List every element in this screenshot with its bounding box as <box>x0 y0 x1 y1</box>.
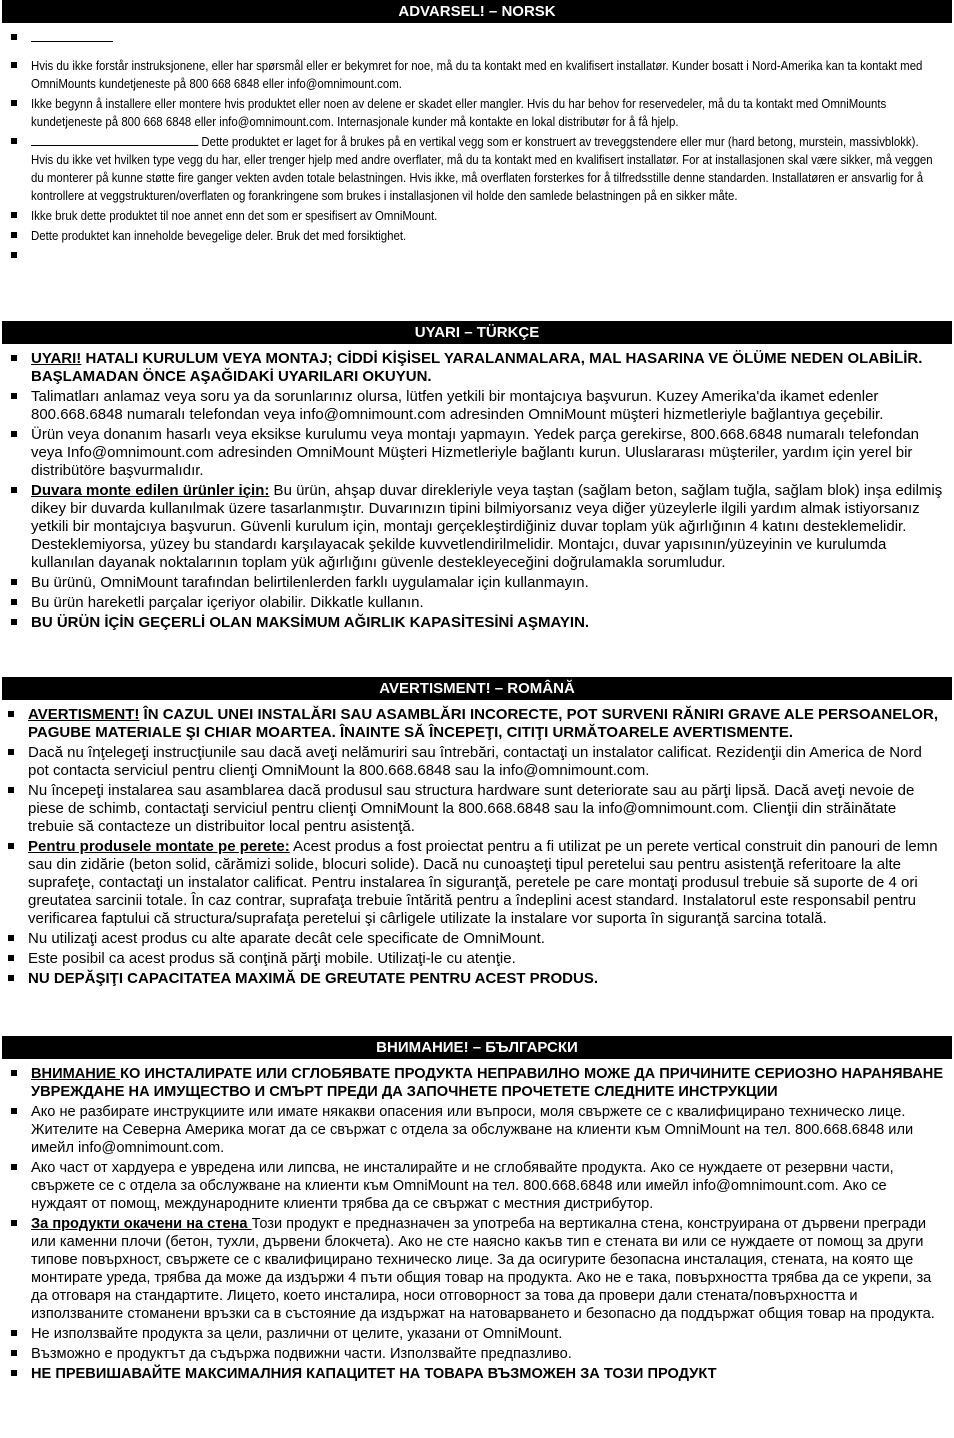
list-item <box>0 388 954 424</box>
list-item-text: ÎN CAZUL UNEI INSTALĂRI SAU ASAMBLĂRI INCORECTE, POT SURVENI RĂNIRI GRAVE ALE PERSOANELOR, PAGUBE MATERIALE ŞI CHIAR MOARTEA. ÎNAINTE SĂ ÎNCEPEŢI, CITIŢI URMĂTOARELE AVERTISMENTE. <box>28 706 939 741</box>
list-item-text: Dacă nu înţelegeţi instrucţiunile sau dacă aveţi nelămuriri sau întrebări, contactaţi un instalator calificat. Rezidenţii din America de Nord pot contacta serviciul pentru clienţi OmniMount la 800.668.6848 sau la info@omnimount.com. <box>28 744 922 779</box>
bullet-icon <box>11 212 17 218</box>
list-item <box>0 1065 954 1101</box>
list-item-text: Este posibil ca acest produs să conţină părţi mobile. Utilizaţi-le cu atenţie. <box>28 950 516 967</box>
section-romana <box>0 700 954 1036</box>
list-item-text: NU DEPĂŞIŢI CAPACITATEA MAXIMĂ DE GREUTATE PENTRU ACEST PRODUS. <box>28 970 599 987</box>
list-item <box>0 426 954 480</box>
list-item <box>0 1325 954 1343</box>
bullet-icon <box>8 955 14 961</box>
bullet-icon <box>8 935 14 941</box>
list-item-text: BU ÜRÜN İÇİN GEÇERLİ OLAN MAKSİMUM AĞIRLIK KAPASİTESİNİ AŞMAYIN. <box>31 614 590 631</box>
list-item <box>0 1103 954 1157</box>
list-item <box>0 247 954 265</box>
bullet-icon <box>8 787 14 793</box>
blank-line <box>31 133 198 146</box>
list-item <box>0 29 954 55</box>
wall-mount-label: За продукти окачени на стена <box>31 1216 252 1232</box>
list-item-text: Dette produktet kan inneholde bevegelige deler. Bruk det med forsiktighet. <box>31 228 407 243</box>
list-item <box>0 207 954 225</box>
bullet-icon <box>11 1108 17 1114</box>
list-item <box>0 482 954 572</box>
list-item-text: Acest produs a fost proiectat pentru a fi utilizat pe un perete vertical construit din panouri de lemn sau din zidărie (beton solid, cărămizi solide, blocuri solide). Dacă nu cunoaşteţi tipul peretelui sau pentru asistenţă referitoare la alte suprafeţe, contactaţi un instalator calificat. Pentru instalarea în siguranţă, peretele pe care montaţi produsul trebuie să suporte de 4 ori greutatea sarcinii totale. În caz contrar, suprafaţa trebuie întărită pentru a îndeplini acest standard. Instalatorul este responsabil pentru verificarea faptului că structura/suprafaţa peretelui şi cârligele utilizate la instalare vor suporta în siguranţă sarcina totală. <box>28 838 938 927</box>
wall-mount-label: Pentru produsele montate pe perete: <box>28 838 290 855</box>
list-item <box>0 574 954 592</box>
list-item-text: Bu ürün, ahşap duvar direkleriyle veya taştan (sağlam beton, sağlam tuğla, sağlam blok) inşa edilmiş dikey bir duvarda kullanılmak üzere tasarlanmıştır. Duvarınızın tipini bilmiyorsanız veya diğer yüzeylerle ilgili yardım almak istiyorsanız yetkili bir montajcıya başvurun. Güvenli kurulum için, montajı gerçekleştirdiğiniz duvar toplam yük ağırlığının 4 katını desteklemelidir. Desteklemiyorsa, yüzey bu standardı karşılayacak şekilde kuvvetlendirilmelidir. Montajcı, duvar yapısının/yüzeyinin ve kurulumda kullanılan dayanak noktalarının toplam yük ağırlığını güvenle destekleyeceğini doğrulamakla sorumludur. <box>31 482 943 571</box>
list-item-text: Възможно е продуктът да съдържа подвижни части. Използвайте предпазливо. <box>31 1346 572 1362</box>
bullet-icon <box>8 711 14 717</box>
bullet-icon <box>11 393 17 399</box>
bullet-icon <box>11 232 17 238</box>
bullet-icon <box>8 843 14 849</box>
section-header-turkce: UYARI – TÜRKÇE <box>2 321 952 344</box>
list-item-text: Ürün veya donanım hasarlı veya eksikse kurulumu veya montajı yapmayın. Yedek parça gerekirse, 800.668.6848 numaralı telefondan veya Info@omnimount.com adresinden OmniMount Müşteri Hizmetleriyle bağlantı kurun. Uluslararası müşteriler, yardım için yerel bir distribütöre başvurmalıdır. <box>31 426 920 479</box>
list-item <box>0 1345 954 1363</box>
romana-list <box>0 706 954 988</box>
list-item-text: Ikke bruk dette produktet til noe annet enn det som er spesifisert av OmniMount. <box>31 208 438 223</box>
list-item <box>0 227 954 245</box>
bullet-icon <box>11 1330 17 1336</box>
bullet-icon <box>11 1220 17 1226</box>
list-item-text: Hvis du ikke forstår instruksjonene, eller har spørsmål eller er bekymret for noe, må du ta kontakt med en kvalifisert installatør. Kunder bosatt i Nord-Amerika kan ta kontakt med OmniMounts kundetjeneste på 800 668 6848 eller info@omnimount.com. <box>31 58 923 91</box>
section-header-romana: AVERTISMENT! – ROMÂNĂ <box>2 677 952 700</box>
list-item-text: Ако част от хардуера е увредена или липсва, не инсталирайте и не сглобявайте продукта. Ако се нуждаете от резервни части, свържете се с отдела за обслужване на клиенти към OmniMount на тел. 800.668.6848 или имейл info@omnimount.com. Ако се нуждаят от помощ, международните клиенти трябва да се свържат с местния дистрибутор. <box>31 1160 894 1212</box>
section-header-bulgarski: ВНИМАНИЕ! – БЪЛГАРСКИ <box>2 1036 952 1059</box>
list-item <box>0 970 954 988</box>
bullet-icon <box>11 431 17 437</box>
list-item-text: HATALI KURULUM VEYA MONTAJ; CİDDİ KİŞİSEL YARALANMALARA, MAL HASARINA VE ÖLÜME NEDEN OLABİLİR. BAŞLAMADAN ÖNCE AŞAĞIDAKİ UYARILARI OKUYUN. <box>31 350 923 385</box>
bullet-icon <box>11 100 17 106</box>
list-item <box>0 744 954 780</box>
bullet-icon <box>11 1164 17 1170</box>
list-item <box>0 350 954 386</box>
list-item <box>0 950 954 968</box>
list-item <box>0 95 954 131</box>
bullet-icon <box>11 1070 17 1076</box>
list-item-text: Ако не разбирате инструкциите или имате някакви опасения или въпроси, моля свържете се с квалифицирано техническо лице. Жителите на Северна Америка могат да се свържат с отдела за обслужване на клиенти към OmniMount на тел. 800.668.6848 или имейл info@omnimount.com. <box>31 1104 914 1156</box>
bulgarski-list <box>0 1065 954 1383</box>
bullet-icon <box>11 599 17 605</box>
list-item-text: КО ИНСТАЛИРАТЕ ИЛИ СГЛОБЯВАТЕ ПРОДУКТА НЕПРАВИЛНО МОЖЕ ДА ПРИЧИНИТЕ СЕРИОЗНО НАРАНЯВАНЕ УВРЕЖДАНЕ НА ИМУЩЕСТВО И СМЪРТ ПРЕДИ ДА ЗАПОЧНЕТЕ ПРОЧЕТЕТЕ СЛЕДНИТЕ ИНСТРУКЦИИ <box>31 1066 944 1100</box>
bullet-icon <box>8 749 14 755</box>
list-item-text: НЕ ПРЕВИШАВАЙТЕ МАКСИМАЛНИЯ КАПАЦИТЕТ НА ТОВАРА ВЪЗМОЖЕН ЗА ТОЗИ ПРОДУКТ <box>31 1366 717 1382</box>
wall-mount-label: Duvara monte edilen ürünler için: <box>31 482 270 499</box>
list-item <box>0 614 954 632</box>
list-item <box>0 133 954 205</box>
turkce-list <box>0 350 954 632</box>
bullet-icon <box>11 1370 17 1376</box>
list-item <box>0 1159 954 1213</box>
list-item <box>0 1365 954 1383</box>
list-item-text: Bu ürünü, OmniMount tarafından belirtilenlerden farklı uygulamalar için kullanmayın. <box>31 574 589 591</box>
blank-line <box>31 29 113 42</box>
list-item-text: Dette produktet er laget for å brukes på en vertikal vegg som er konstruert av treveggstendere eller mur (hard betong, murstein, massivblokk). Hvis du ikke vet hvilken type vegg du har, eller trenger hjelp med andre overflater, må du ta kontakt med en kvalifisert installatør. For at installasjonen skal være sikker, må veggen du monterer på kunne støtte fire ganger vekten avden totale belastningen. Hvis ikke, må overflaten forsterkes for å tilfredsstille denne standarden. Installatøren er ansvarlig for å kontrollere at veggstrukturen/overflaten og forankringene som brukes i installasjonen vil holde den samlede belastningen på en sikker måte. <box>31 134 933 203</box>
section-turkce <box>0 344 954 677</box>
list-item-text: Nu utilizaţi acest produs cu alte aparate decât cele specificate de OmniMount. <box>28 930 545 947</box>
bullet-icon <box>11 619 17 625</box>
section-bulgarski <box>0 1059 954 1438</box>
norsk-list <box>0 29 954 265</box>
list-item-text: Talimatları anlamaz veya soru ya da sorunlarınız olursa, lütfen yetkili bir montajcıya başvurun. Kuzey Amerika'da ikamet edenler 800.668.6848 numaralı telefondan veya info@omnimount.com adresinden OmniMount müşteri hizmetleriyle bağlantıya geçebilir. <box>31 388 884 423</box>
bullet-icon <box>11 34 17 40</box>
list-item-text-wrap <box>31 133 939 205</box>
list-item-text: Не използвайте продукта за цели, различни от целите, указани от OmniMount. <box>31 1326 563 1342</box>
list-item-text: Nu începeţi instalarea sau asamblarea dacă produsul sau structura hardware sunt deteriorate sau au părţi lipsă. Dacă aveţi nevoie de piese de schimb, contactaţi serviciul pentru clienţi OmniMount la 800.668.6848 sau la info@omnimount.com. Clienţii din străinătate trebuie să contacteze un distribuitor local pentru asistenţă. <box>28 782 915 835</box>
warning-label: ВНИМАНИЕ <box>31 1066 121 1082</box>
list-item <box>0 706 954 742</box>
list-item <box>0 838 954 928</box>
bullet-icon <box>11 1350 17 1356</box>
list-item-text: Ikke begynn å installere eller montere hvis produktet eller noen av delene er skadet eller mangler. Hvis du har behov for reservedeler, må du ta kontakt med OmniMounts kundetjeneste på 800 668 6848 eller info@omnimount.com. Internasjonale kunder må kontakte en lokal distributør for å få hjelp. <box>31 96 887 129</box>
list-item-text: Този продукт е предназначен за употреба на вертикална стена, конструирана от дървени прегради или каменни плочи (бетон, тухли, дървени блокчета). Ако не сте наясно какъв тип е стената ви или се нуждаете от помощ за други типове повърхност, свържете се с квалифицирано техническо лице. За да осигурите безопасна инсталация, стената, на която ще монтирате уреда, трябва да може да издържи 4 пъти общия товар на продукта. Ако не е така, повърхността трябва да се укрепи, за да отговаря на стандартите. Лицето, което инсталира, носи отговорност за това да провери дали стената/повърхността и използваните стоманени връзки са в състояние да издържат на натоварването и безопасно да поддържат общия товар на продукта. <box>31 1216 935 1322</box>
list-item-text: Bu ürün hareketli parçalar içeriyor olabilir. Dikkatle kullanın. <box>31 594 424 611</box>
section-header-norsk: ADVARSEL! – NORSK <box>2 0 952 23</box>
bullet-icon <box>11 138 17 144</box>
section-norsk <box>0 23 954 321</box>
bullet-icon <box>11 579 17 585</box>
list-item <box>0 594 954 612</box>
bullet-icon <box>8 975 14 981</box>
bullet-icon <box>11 62 17 68</box>
warning-label: AVERTISMENT! <box>28 706 140 723</box>
list-item <box>0 782 954 836</box>
list-item <box>0 57 954 93</box>
list-item <box>0 930 954 948</box>
bullet-icon <box>11 487 17 493</box>
bullet-icon <box>11 252 17 258</box>
list-item <box>0 1215 954 1323</box>
warning-label: UYARI! <box>31 350 82 367</box>
bullet-icon <box>11 355 17 361</box>
